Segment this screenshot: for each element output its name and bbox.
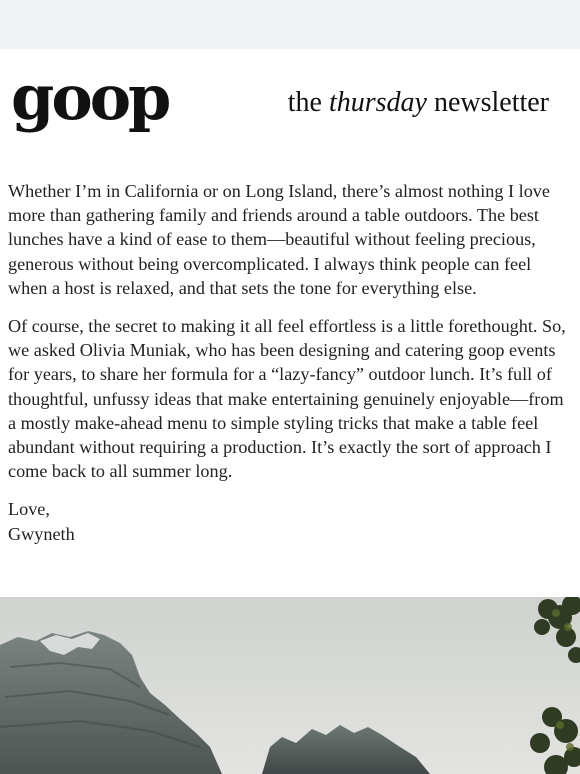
hero-photo-mountains[interactable] <box>0 597 580 774</box>
tagline-prefix: the <box>287 87 322 118</box>
newsletter-tagline <box>288 89 549 117</box>
top-bar <box>0 0 580 49</box>
tagline-italic: thursday <box>328 87 427 118</box>
letter-signoff <box>8 497 572 545</box>
tagline-suffix: newsletter <box>433 87 549 118</box>
letter-paragraph-1: Whether I’m in California or on Long Island, there’s almost nothing I love more than gathering family and friends around a table outdoors. The best lunches have a kind of ease to them—beautiful without feeling precious, generous without being overcomplicated. I always think people can feel when a host is relaxed, and that sets the tone for everything else. <box>8 181 550 298</box>
letter-paragraph-2: Of course, the secret to making it all feel effortless is a little forethought. So, we asked Olivia Muniak, who has been designing and catering goop events for years, to share her formula for a “lazy-fancy” outdoor lunch. It’s full of thoughtful, unfussy ideas that make entertaining genuinely enjoyable—from a mostly make-ahead menu to simple styling tricks that make a table feel abundant without requiring a production. It’s exactly the sort of approach I come back to all summer long. <box>8 316 566 482</box>
mountain-landscape-image <box>0 597 580 774</box>
newsletter-header <box>0 49 580 169</box>
goop-logo[interactable]: goop <box>11 61 169 134</box>
signature-text: Gwyneth <box>8 523 75 544</box>
closing-text: Love, <box>8 499 50 520</box>
letter-body <box>0 179 580 546</box>
